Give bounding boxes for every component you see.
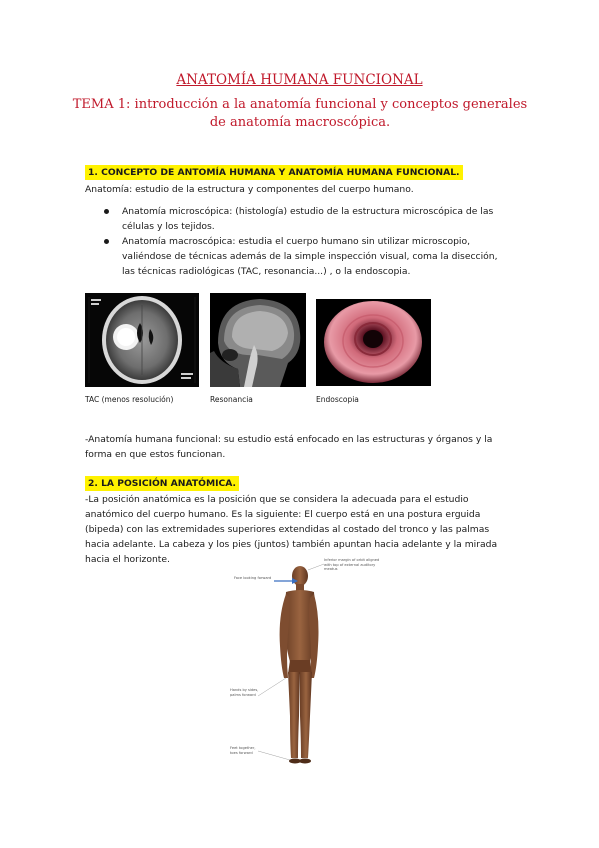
section-2-heading: 2. LA POSICIÓN ANATÓMICA. [85, 476, 239, 491]
list-item [100, 204, 500, 234]
bullet-text-microscopic: Anatomía microscópica: (histología) estudio de la estructura microscópica de las células y los tejidos. [122, 206, 494, 232]
endoscopy-caption: Endoscopia [316, 395, 359, 404]
document-title: ANATOMÍA HUMANA FUNCIONAL [176, 72, 423, 88]
feet-label: Feet together, toes forward [230, 746, 256, 755]
ct-scan-caption: TAC (menos resolución) [85, 395, 174, 404]
list-item [100, 234, 500, 279]
bullet-icon [104, 239, 109, 244]
mri-image [210, 293, 306, 387]
document-subtitle: TEMA 1: introducción a la anatomía funcional y conceptos generales de anatomía macroscópica. [72, 97, 528, 130]
bullet-icon [104, 209, 109, 214]
section-1-heading-wrap [85, 160, 463, 179]
anatomy-definition: Anatomía: estudio de la estructura y componentes del cuerpo humano. [85, 184, 414, 195]
anatomical-position-figure [228, 556, 388, 768]
mri-caption: Resonancia [210, 395, 253, 404]
standing-body-icon [228, 556, 388, 768]
ct-scan-image [85, 293, 199, 387]
anatomy-bullet-list [100, 204, 500, 279]
endoscopy-image [316, 299, 431, 386]
bullet-text-macroscopic: Anatomía macroscópica: estudia el cuerpo humano sin utilizar microscopio, valiéndose de técnicas además de la simple inspección visual, coma la disección, las técnicas radiológicas (TAC, resonancia...) , o la endoscopia. [122, 236, 498, 277]
face-forward-label: Face looking forward [234, 576, 272, 580]
orbit-label: Inferior margin of orbit aligned with top of external auditory meatus [324, 558, 380, 571]
anatomical-position-text: -La posición anatómica es la posición que se considera la adecuada para el estudio anatómico del cuerpo humano. Es la siguiente: El cuerpo está en una postura erguida (bipeda) con las extremidades superiores extendidas al costado del tronco y las palmas hacia adelante. La cabeza y los pies (juntos) también apuntan hacia adelante y la mirada hacia el horizonte. [85, 494, 498, 565]
section-1-heading: 1. CONCEPTO DE ANTOMÍA HUMANA Y ANATOMÍA HUMANA FUNCIONAL. [85, 165, 463, 180]
hands-label: Hands by sides, palms forward [230, 688, 259, 697]
functional-anatomy-text: -Anatomía humana funcional: su estudio está enfocado en las estructuras y órganos y la forma en que estos funcionan. [85, 434, 493, 460]
section-2-heading-wrap [85, 471, 239, 490]
